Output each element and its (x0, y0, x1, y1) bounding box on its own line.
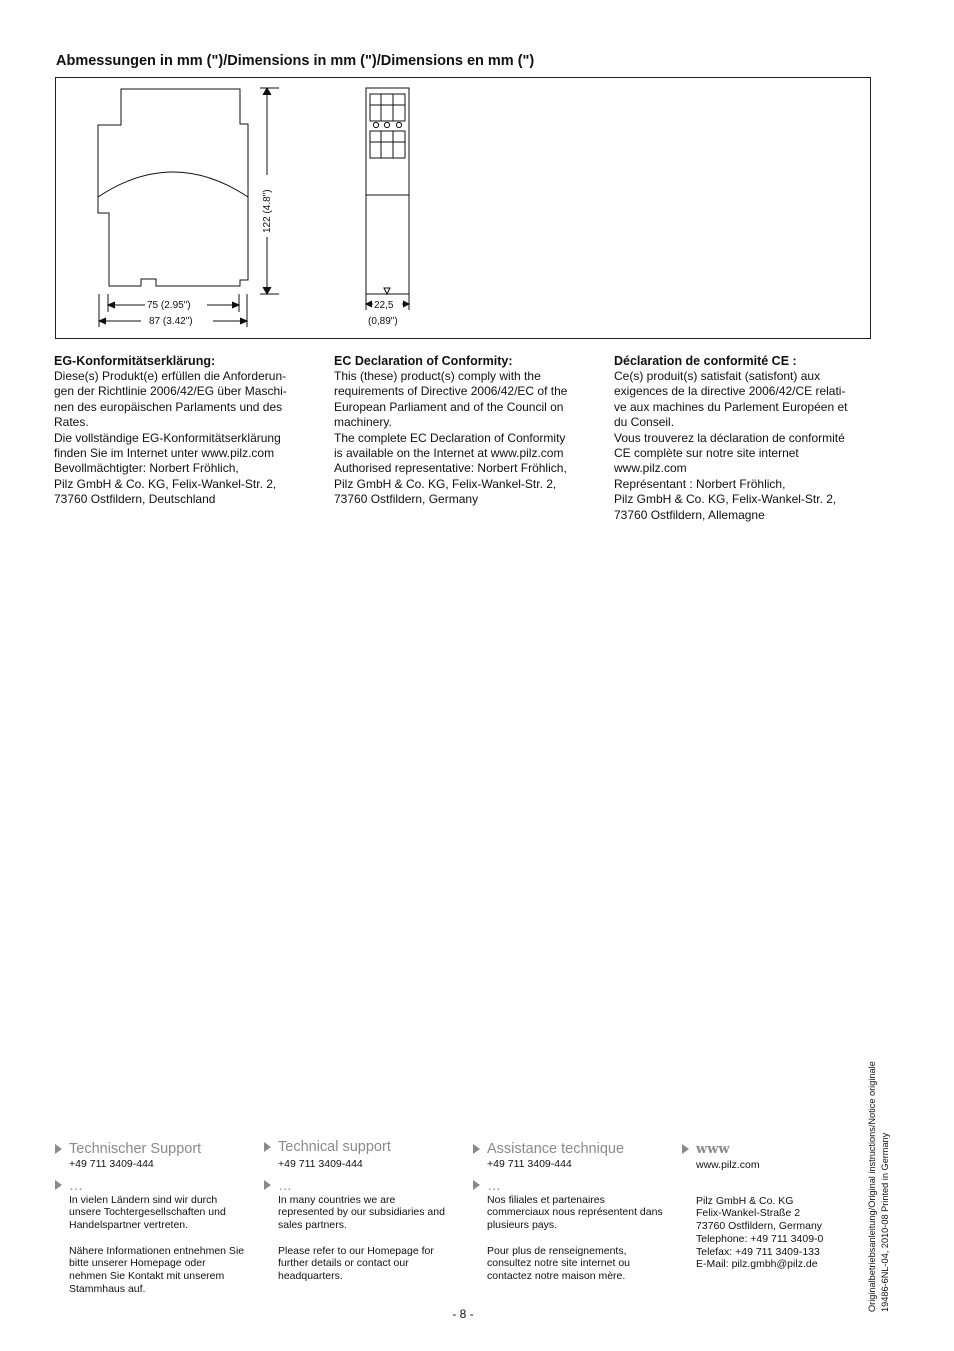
triangle-icon (473, 1144, 480, 1154)
declaration-line: The complete EC Declaration of Conformity (334, 430, 566, 445)
dimension-drawing (55, 77, 871, 339)
footer-support-german (55, 1141, 245, 1308)
footer-paragraph: Nähere Informationen entnehmen Sie bitte unserer Homepage oder nehmen Sie Kontakt mit unserem Stammhaus auf. (69, 1244, 245, 1295)
company-street: Felix-Wankel-Straße 2 (696, 1207, 801, 1220)
footer-support-french (473, 1141, 663, 1295)
declaration-line: requirements of Directive 2006/42/EC of the (334, 384, 568, 399)
triangle-icon (264, 1180, 271, 1190)
support-phone: +49 711 3409-444 (69, 1158, 154, 1170)
document-reference-line: 19486-6NL-04, 2010-08 Printed in Germany (880, 1132, 890, 1312)
document-reference-line: Originalbetriebsanleitung/Original instructions/Notice originale (867, 1061, 877, 1312)
ellipsis-label: … (487, 1176, 501, 1193)
company-telephone: Telephone: +49 711 3409-0 (696, 1232, 824, 1245)
ellipsis-label: … (69, 1176, 83, 1193)
declaration-line: ve aux machines du Parlement Européen et (614, 399, 848, 414)
document-reference (866, 1061, 892, 1312)
triangle-icon (264, 1142, 271, 1152)
height-dimension-label: 122 (4.8") (262, 189, 273, 233)
footer-text (473, 1194, 663, 1283)
declaration-line: 73760 Ostfildern, Germany (334, 492, 479, 507)
triangle-icon (55, 1144, 62, 1154)
declaration-french (614, 353, 876, 523)
declaration-line: is available on the Internet at www.pilz.com (334, 446, 564, 461)
more-section (264, 1177, 454, 1193)
declaration-line: finden Sie im Internet unter www.pilz.com (54, 446, 275, 461)
declaration-title: EC Declaration of Conformity: (334, 354, 513, 368)
support-heading (264, 1139, 454, 1155)
footer-contact (682, 1141, 872, 1271)
page-title: Abmessungen in mm (")/Dimensions in mm (")/Dimensions en mm (") (56, 53, 535, 69)
support-heading (55, 1141, 245, 1157)
support-heading-label: Assistance technique (487, 1141, 625, 1157)
outer-width-label: 87 (3.42") (149, 316, 193, 327)
website-link[interactable]: www.pilz.com (696, 1159, 760, 1171)
side-view-outline (366, 88, 409, 294)
declaration-line: Ce(s) produit(s) satisfait (satisfont) aux (614, 369, 821, 383)
company-address (682, 1195, 872, 1271)
declaration-line: European Parliament and of the Council on (334, 399, 564, 414)
support-phone: +49 711 3409-444 (278, 1158, 363, 1170)
declaration-line: This (these) product(s) comply with the (334, 369, 541, 383)
declaration-line: Die vollständige EG-Konformitätserklärung (54, 430, 281, 445)
page-number: - 8 - (452, 1307, 474, 1321)
support-heading (473, 1141, 663, 1157)
declaration-line: Pilz GmbH & Co. KG, Felix-Wankel-Str. 2, (614, 492, 837, 507)
declaration-line: nen des europäischen Parlaments und des (54, 399, 283, 414)
declaration-english (334, 353, 596, 508)
more-section (55, 1177, 245, 1193)
declaration-line: Représentant : Norbert Fröhlich, (614, 476, 786, 491)
www-label: www (696, 1142, 730, 1157)
declaration-line: Authorised representative: Norbert Fröhlich, (334, 461, 567, 476)
triangle-icon (55, 1180, 62, 1190)
footer-paragraph: In many countries we are represented by our subsidiaries and sales partners. (278, 1193, 445, 1232)
triangle-icon (682, 1144, 689, 1154)
side-width-label: 22,5 (374, 300, 394, 311)
declaration-line: 73760 Ostfildern, Deutschland (54, 492, 216, 507)
declaration-line: du Conseil. (614, 415, 675, 430)
declaration-line: Vous trouverez la déclaration de conformité (614, 430, 845, 445)
footer-paragraph: In vielen Ländern sind wir durch unsere Tochtergesellschaften und Handelspartner vertreten. (69, 1193, 226, 1232)
footer-paragraph: Pour plus de renseignements, consultez notre site internet ou contactez notre maison mère. (487, 1244, 631, 1282)
declaration-line: exigences de la directive 2006/42/CE relati- (614, 384, 846, 399)
triangle-icon (473, 1180, 480, 1190)
support-heading-label: Technischer Support (69, 1141, 202, 1157)
side-width-inch-label: (0,89") (368, 316, 398, 327)
declaration-line: Pilz GmbH & Co. KG, Felix-Wankel-Str. 2, (334, 476, 557, 491)
more-section (473, 1177, 663, 1193)
company-telefax: Telefax: +49 711 3409-133 (696, 1245, 820, 1258)
declaration-line: Diese(s) Produkt(e) erfüllen die Anforderun- (54, 369, 287, 383)
ellipsis-label: … (278, 1176, 292, 1193)
declaration-line: www.pilz.com (614, 461, 687, 476)
declaration-title: Déclaration de conformité CE : (614, 354, 797, 368)
declaration-line: Bevollmächtigter: Norbert Fröhlich, (54, 461, 239, 476)
declaration-line: Rates. (54, 415, 89, 430)
inner-width-label: 75 (2.95") (147, 300, 191, 311)
company-name: Pilz GmbH & Co. KG (696, 1194, 794, 1207)
declaration-line: machinery. (334, 415, 392, 430)
footer-paragraph: Please refer to our Homepage for further details or contact our headquarters. (278, 1244, 434, 1282)
declaration-line: gen der Richtlinie 2006/42/EG über Maschi- (54, 384, 287, 399)
footer-support-english (264, 1141, 454, 1295)
footer-text (55, 1194, 245, 1296)
declaration-german (54, 353, 316, 508)
support-phone: +49 711 3409-444 (487, 1158, 572, 1170)
declaration-title: EG-Konformitätserklärung: (54, 354, 216, 368)
front-view-outline (98, 89, 248, 286)
www-heading (682, 1141, 872, 1158)
footer-text (264, 1194, 454, 1283)
footer-paragraph: Nos filiales et partenaires commerciaux nous représentent dans plusieurs pays. (487, 1193, 663, 1232)
support-heading-label: Technical support (278, 1139, 391, 1155)
declaration-line: Pilz GmbH & Co. KG, Felix-Wankel-Str. 2, (54, 476, 277, 491)
company-city: 73760 Ostfildern, Germany (696, 1220, 823, 1233)
front-view-curve (98, 172, 248, 197)
declaration-line: CE complète sur notre site internet (614, 446, 799, 461)
declaration-line: 73760 Ostfildern, Allemagne (614, 507, 765, 522)
company-email[interactable]: E-Mail: pilz.gmbh@pilz.de (696, 1258, 818, 1271)
